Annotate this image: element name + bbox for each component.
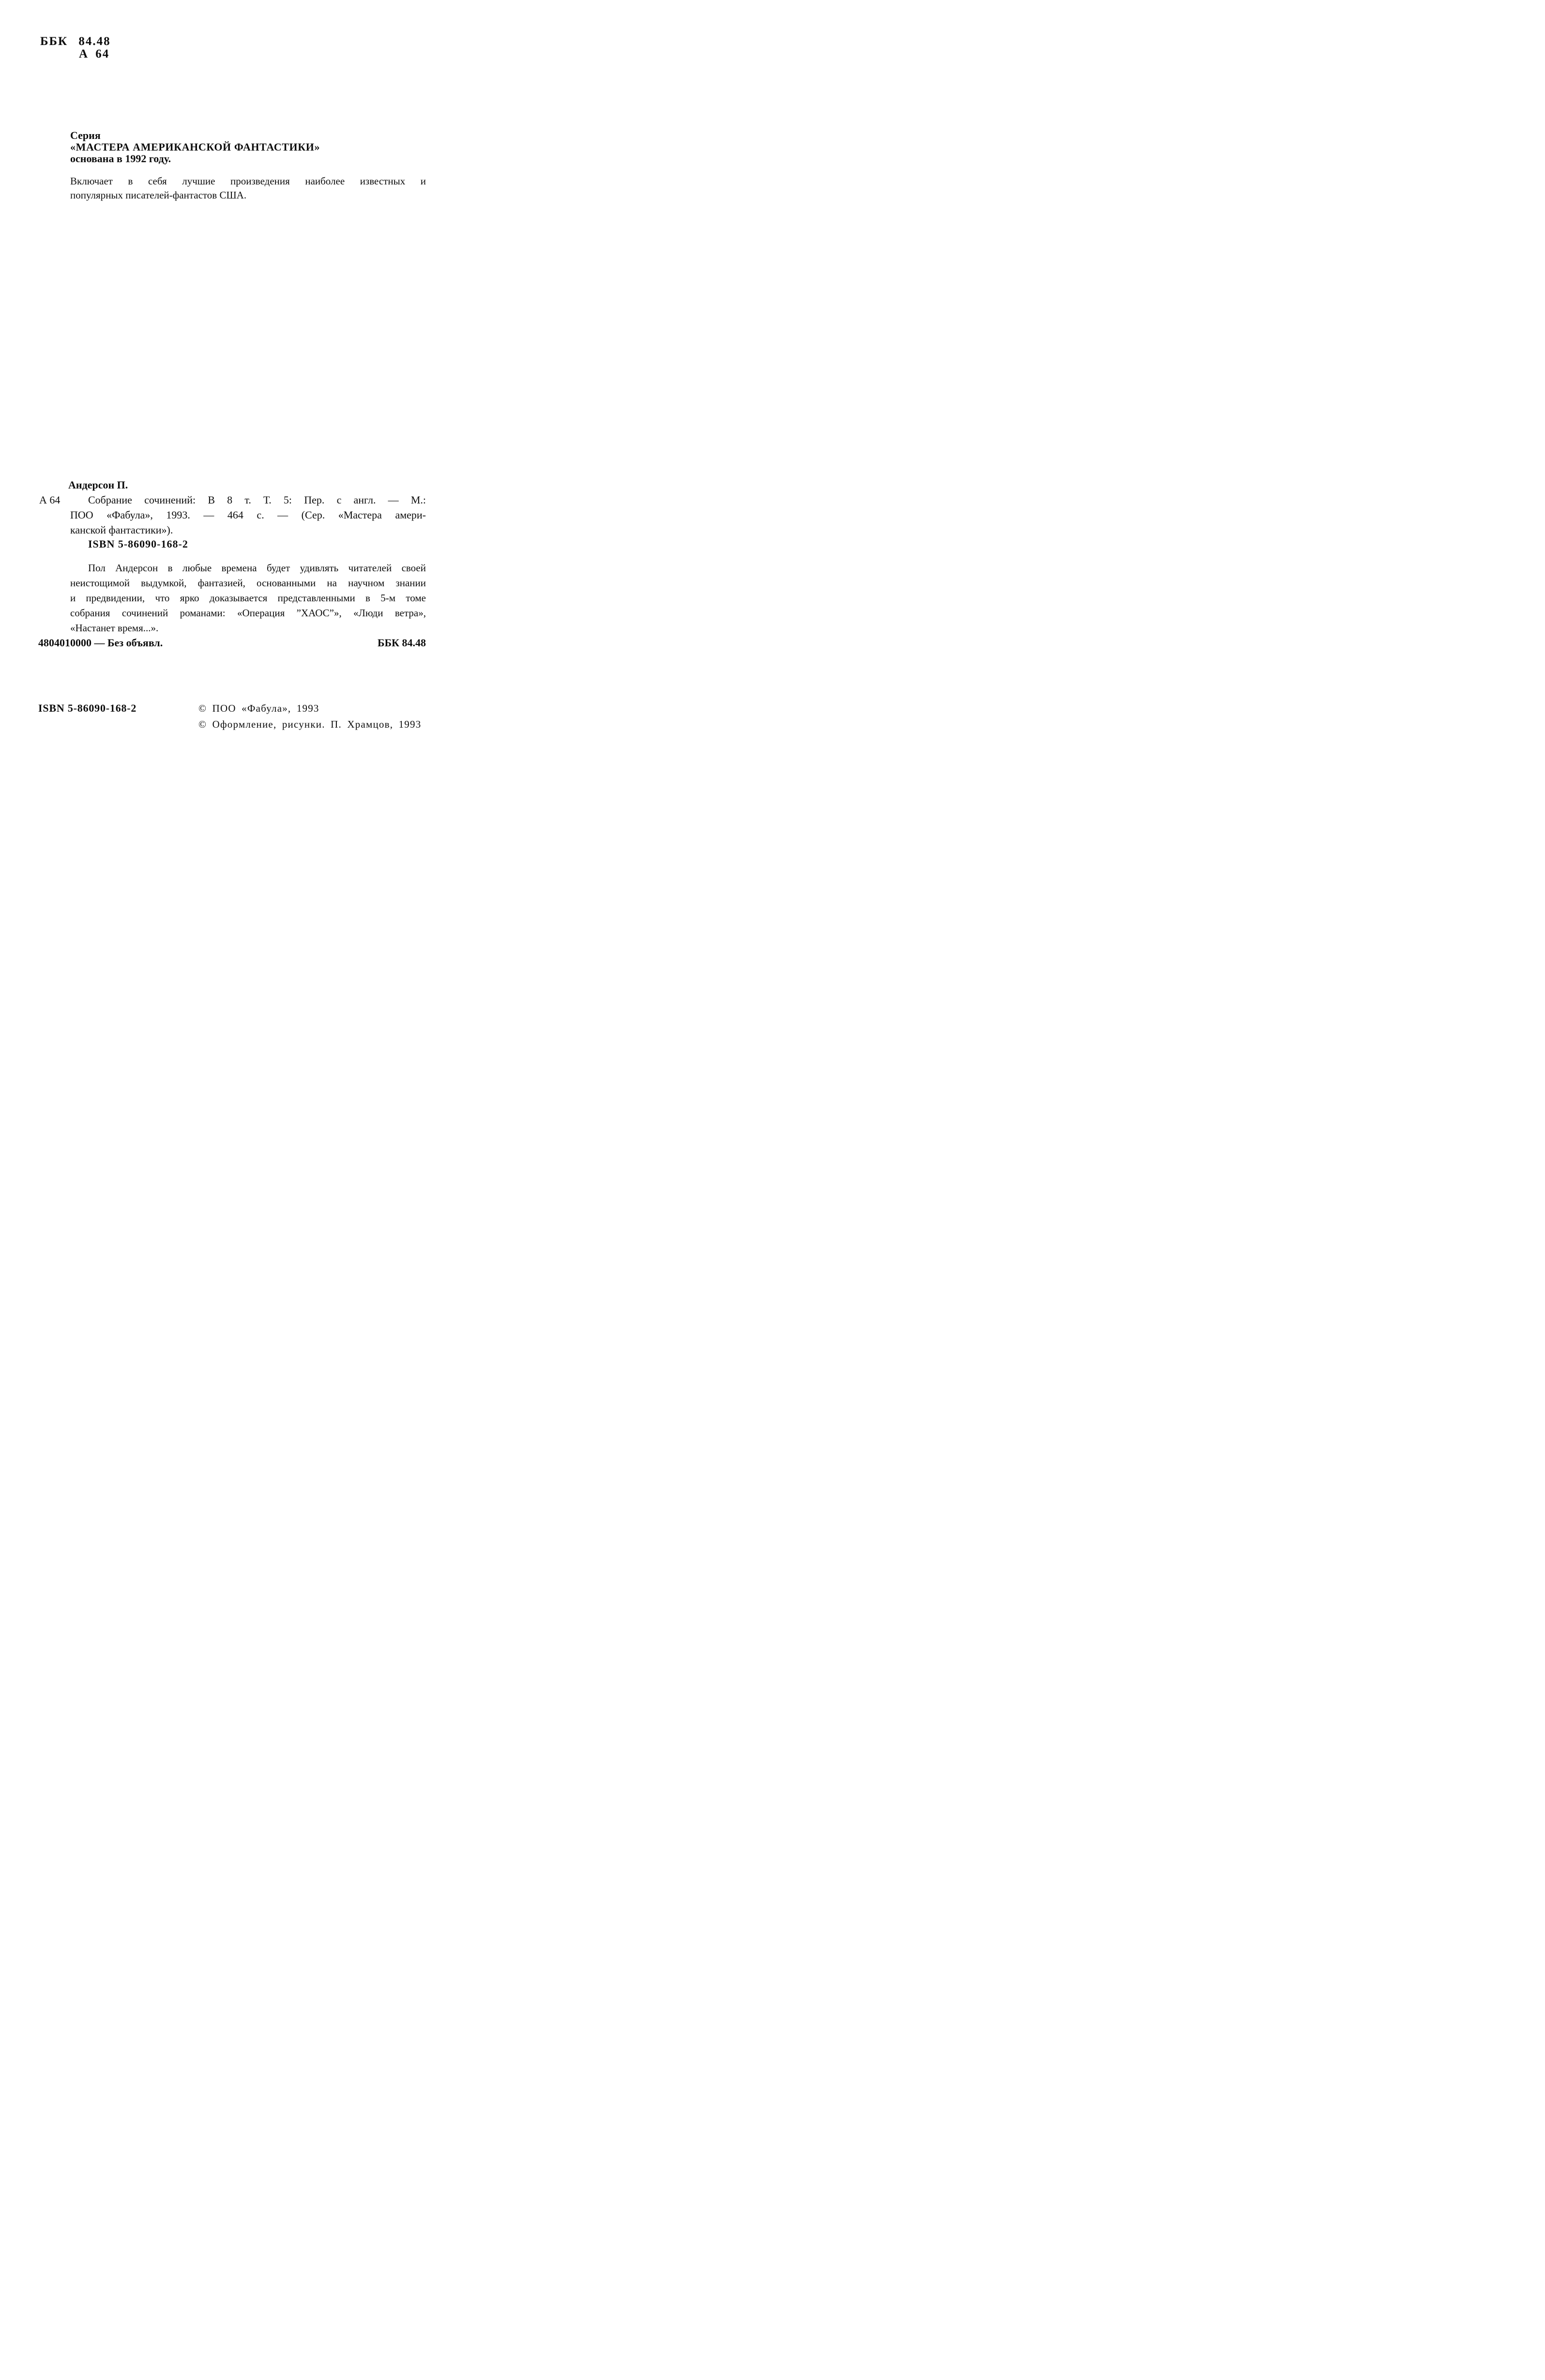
record-isbn: ISBN 5-86090-168-2 (88, 538, 188, 550)
annotation-line: собрания сочинений романами: «Операция ”ХАОС”», «Люди ветра», (70, 607, 426, 619)
series-blurb-line: Включает в себя лучшие произведения наиболее известных и (70, 175, 426, 187)
copyright-design: © Оформление, рисунки. П. Храмцов, 1993 (198, 718, 422, 730)
record-line: ПОО «Фабула», 1993. — 464 с. — (Сер. «Мастера амери- (70, 509, 426, 521)
series-blurb-line: популярных писателей-фантастов США. (70, 189, 247, 201)
imprint-code: 4804010000 — Без объявл. (38, 637, 163, 649)
bbk-classification-code-bottom: ББК 84.48 (377, 637, 426, 649)
footer-isbn: ISBN 5-86090-168-2 (38, 702, 137, 714)
series-title: «МАСТЕРА АМЕРИКАНСКОЙ ФАНТАСТИКИ» (70, 141, 320, 153)
record-line: Собрание сочинений: В 8 т. Т. 5: Пер. с англ. — М.: (88, 494, 426, 506)
annotation-line: «Настанет время...». (70, 622, 159, 634)
bbk-classification-code: ББК 84.48 (40, 35, 111, 48)
series-founded-note: основана в 1992 году. (70, 153, 171, 165)
annotation-line: и предвидении, что ярко доказывается представленными в 5-м томе (70, 592, 426, 604)
annotation (70, 561, 426, 636)
record-author-sign: А 64 (39, 494, 61, 506)
book-imprint-page (0, 0, 515, 793)
record-author: Андерсон П. (68, 479, 128, 491)
record-line: канской фантастики»). (70, 524, 173, 536)
series-blurb (70, 174, 426, 202)
author-sign-code: А 64 (79, 47, 110, 61)
annotation-line: неистощимой выдумкой, фантазией, основанными на научном знании (70, 577, 426, 589)
copyright-publisher: © ПОО «Фабула», 1993 (198, 702, 319, 714)
annotation-line: Пол Андерсон в любые времена будет удивлять читателей своей (88, 562, 426, 574)
imprint-code-row (38, 635, 426, 650)
series-label: Серия (70, 129, 101, 141)
